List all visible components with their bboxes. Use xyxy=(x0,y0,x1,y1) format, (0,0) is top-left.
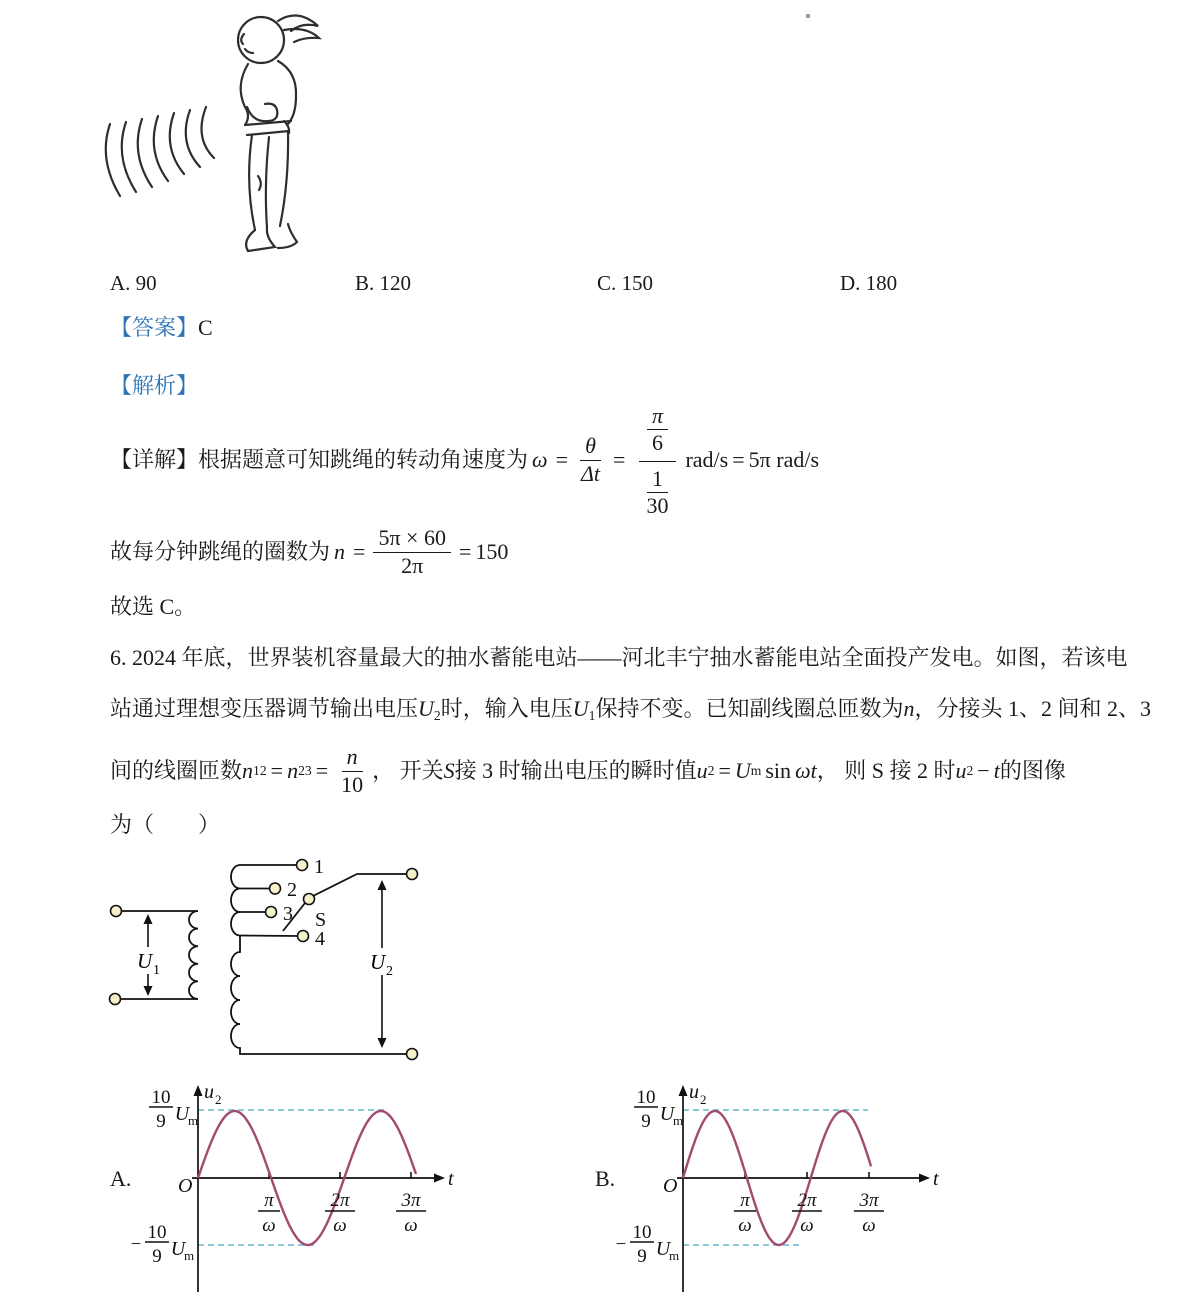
tick-omega: ω xyxy=(262,1215,276,1236)
text-run: 时，输入电压 xyxy=(440,696,573,721)
omega-symbol: ω xyxy=(532,446,548,472)
graph-b-option-label: B. xyxy=(595,1166,616,1191)
input-terminal-bottom xyxy=(110,994,121,1005)
detail-tag: 【详解】 xyxy=(110,446,199,472)
tick-3pi: 3π xyxy=(859,1190,879,1211)
U2-subscript: 2 xyxy=(386,964,393,979)
tap-4-terminal xyxy=(298,931,309,942)
n-symbol: n xyxy=(334,538,346,564)
y-axis-label: u xyxy=(204,1081,214,1103)
subscript-2: 2 xyxy=(966,762,974,778)
tick-pi: π xyxy=(264,1190,274,1211)
arrowhead-up xyxy=(378,880,387,890)
analysis-tag: 【解析】 xyxy=(110,373,199,398)
tap-2-label: 2 xyxy=(287,879,297,901)
secondary-coil-upper xyxy=(231,865,240,936)
tap-1-label: 1 xyxy=(314,856,324,878)
graph-option-b xyxy=(585,1078,955,1298)
answer-line xyxy=(110,315,213,341)
jump-rope-figure xyxy=(98,4,343,262)
option-c: C. 150 xyxy=(597,271,654,295)
U1-label: U xyxy=(137,949,153,973)
tick-pi: π xyxy=(740,1190,750,1211)
x-axis-label: t xyxy=(933,1168,939,1190)
arrowhead-down xyxy=(144,986,153,996)
tap-3-terminal xyxy=(266,907,277,918)
subscript-12: 12 xyxy=(253,762,267,778)
U2-label: U xyxy=(370,950,386,974)
folded-arms xyxy=(247,104,277,122)
u2-arrow xyxy=(367,880,398,1048)
arrowhead-up xyxy=(144,914,153,924)
u2-symbol: u xyxy=(696,757,708,783)
conclusion-line: 故选 C。 xyxy=(110,594,197,619)
tap-4-label: 4 xyxy=(315,928,325,950)
y-axis-subscript: 2 xyxy=(215,1092,222,1107)
equals: = xyxy=(458,538,472,564)
jumping-person-drawing xyxy=(238,16,319,251)
y-axis-arrowhead xyxy=(194,1085,203,1096)
detail-line xyxy=(110,398,819,522)
omega-t-symbol: ωt xyxy=(795,757,817,783)
origin-label: O xyxy=(663,1175,678,1197)
back-leg xyxy=(280,131,288,226)
x-axis-arrowhead xyxy=(919,1174,930,1183)
equals: = xyxy=(270,757,284,783)
output-terminal-bottom xyxy=(407,1049,418,1060)
n-over-10: $\frac{n}{10}$ xyxy=(341,744,364,797)
front-shoe xyxy=(246,228,275,251)
U1-subscript: 1 xyxy=(153,963,160,978)
text-run: 间的线圈匝数 xyxy=(110,757,243,783)
tick-2pi: 2π xyxy=(797,1190,817,1211)
equals: = xyxy=(718,757,731,783)
tick-omega: ω xyxy=(800,1215,814,1236)
line-text: 故每分钟跳绳的圈数为 xyxy=(110,538,331,564)
text-run: 保持不变。已知副线圈总匝数为 xyxy=(595,696,904,721)
switch-pivot xyxy=(304,894,315,905)
q6-line3 xyxy=(110,742,1066,800)
detail-text: 根据题意可知跳绳的转动角速度为 xyxy=(198,446,529,472)
frac-denominator: 9 xyxy=(637,1246,647,1267)
frac-numerator: 10 xyxy=(147,1222,167,1243)
Um-symbol: U xyxy=(655,1238,671,1260)
frac-denominator: 9 xyxy=(641,1111,651,1132)
U1-symbol: U xyxy=(572,696,589,721)
Um-subscript: m xyxy=(672,1113,684,1128)
tick-omega: ω xyxy=(404,1215,418,1236)
answer-tag: 【答案】 xyxy=(110,315,199,340)
y-axis-label: u xyxy=(689,1081,699,1103)
Um-subscript: m xyxy=(668,1248,680,1263)
face-line xyxy=(241,34,244,44)
pi-over-6: $\frac{\pi}{6}$ xyxy=(647,403,668,457)
text-run: 的图像 xyxy=(999,757,1066,783)
options-row xyxy=(0,271,1190,299)
t-symbol: t xyxy=(993,757,1000,783)
minus-sign: − xyxy=(977,757,990,783)
tick-labels xyxy=(734,1190,884,1236)
frac-numerator: 10 xyxy=(636,1087,656,1108)
head xyxy=(238,17,284,63)
origin-label: O xyxy=(178,1175,193,1197)
subscript-2: 2 xyxy=(707,762,715,778)
axis-labels xyxy=(663,1081,939,1197)
rope-swing-arcs xyxy=(106,107,214,196)
back-shoe xyxy=(278,224,297,248)
frac-denominator: 9 xyxy=(152,1246,162,1267)
text-run: ， 则 S 接 2 时 xyxy=(816,757,956,783)
tap4-wire xyxy=(240,936,298,937)
Um-subscript: m xyxy=(183,1248,195,1263)
frac-numerator: 10 xyxy=(632,1222,652,1243)
switch-S-symbol: S xyxy=(443,757,455,783)
analysis-line xyxy=(110,373,198,399)
switch-label: S xyxy=(315,909,327,931)
transformer-circuit-diagram xyxy=(95,846,435,1068)
waistband xyxy=(245,121,291,135)
subscript-2: 2 xyxy=(433,707,441,723)
belly-line xyxy=(241,64,248,125)
equals: = xyxy=(732,446,745,472)
tap-2-terminal xyxy=(270,883,281,894)
text-run: 站通过理想变压器调节输出电压 xyxy=(110,696,419,721)
sin-text: sin xyxy=(765,757,792,783)
tick-omega: ω xyxy=(333,1215,347,1236)
back-line xyxy=(278,61,296,125)
option-a: A. 90 xyxy=(110,271,157,295)
frac-denominator: 9 xyxy=(156,1111,166,1132)
tick-omega: ω xyxy=(862,1215,876,1236)
result-150: 150 xyxy=(475,538,509,564)
graph-option-a xyxy=(100,1078,470,1298)
input-terminal-top xyxy=(111,906,122,917)
q6-line4: 为（ ） xyxy=(110,812,221,837)
Um-subscript: m xyxy=(187,1113,199,1128)
tap-3-label: 3 xyxy=(283,903,293,925)
axis-labels xyxy=(178,1081,454,1197)
x-axis-arrowhead xyxy=(434,1174,445,1183)
Um-symbol: U xyxy=(174,1103,190,1125)
equals: = xyxy=(315,757,329,783)
answer-value: C xyxy=(198,315,213,340)
theta-over-delta-t: $\frac{\theta}{\Delta t}$ xyxy=(581,433,601,486)
equals: = xyxy=(613,446,626,472)
front-leg xyxy=(249,135,255,230)
stray-mark xyxy=(806,14,810,18)
nested-fraction xyxy=(633,401,681,520)
arrowhead-down xyxy=(378,1038,387,1048)
u2-symbol: u xyxy=(955,757,967,783)
text-run: ， 开关 xyxy=(372,757,444,783)
y-axis-arrowhead xyxy=(679,1085,688,1096)
minus-sign: − xyxy=(130,1234,142,1255)
result-5pi-rad-s: 5π rad/s xyxy=(748,446,820,472)
q6-line2 xyxy=(110,696,1151,724)
u1-arrow xyxy=(133,914,164,996)
1-over-30: $\frac{1}{30}$ xyxy=(646,465,669,518)
graph-a-option-label: A. xyxy=(110,1166,132,1191)
turns-per-minute-line xyxy=(110,520,508,584)
q6-line1: 6. 2024 年底，世界装机容量最大的抽水蓄能电站——河北丰宁抽水蓄能电站全面投产发电。如图，若该电 xyxy=(110,645,1128,670)
n23-symbol: n xyxy=(287,757,299,783)
equals: = xyxy=(555,446,568,472)
text-run: ，分接头 1、2 间和 2、3 xyxy=(914,696,1151,721)
frac-numerator: 10 xyxy=(151,1087,171,1108)
minus-sign: − xyxy=(615,1234,627,1255)
5pi-60-over-2pi: $\frac{5\pi \times 60}{2\pi}$ xyxy=(373,525,451,579)
switch-to-output-wire xyxy=(313,874,406,896)
tick-2pi: 2π xyxy=(330,1190,350,1211)
x-axis-label: t xyxy=(448,1168,454,1190)
n12-symbol: n xyxy=(242,757,254,783)
y-axis-subscript: 2 xyxy=(700,1092,707,1107)
subscript-23: 23 xyxy=(298,762,312,778)
tick-3pi: 3π xyxy=(401,1190,421,1211)
n-symbol: n xyxy=(903,696,915,721)
tick-omega: ω xyxy=(738,1215,752,1236)
primary-coil xyxy=(189,911,198,999)
text-run: 接 3 时输出电压的瞬时值 xyxy=(454,757,697,783)
option-d: D. 180 xyxy=(840,271,898,295)
Um-symbol: U xyxy=(170,1238,186,1260)
unit-rad-s: rad/s xyxy=(685,446,729,472)
Um-symbol: U xyxy=(659,1103,675,1125)
option-b: B. 120 xyxy=(355,271,412,295)
equals: = xyxy=(353,538,366,564)
subscript-1: 1 xyxy=(588,707,596,723)
subscript-m: m xyxy=(750,762,762,778)
U2-symbol: U xyxy=(418,696,434,721)
Um-symbol: U xyxy=(734,757,751,783)
tap-1-terminal xyxy=(297,860,308,871)
output-terminal-top xyxy=(407,869,418,880)
